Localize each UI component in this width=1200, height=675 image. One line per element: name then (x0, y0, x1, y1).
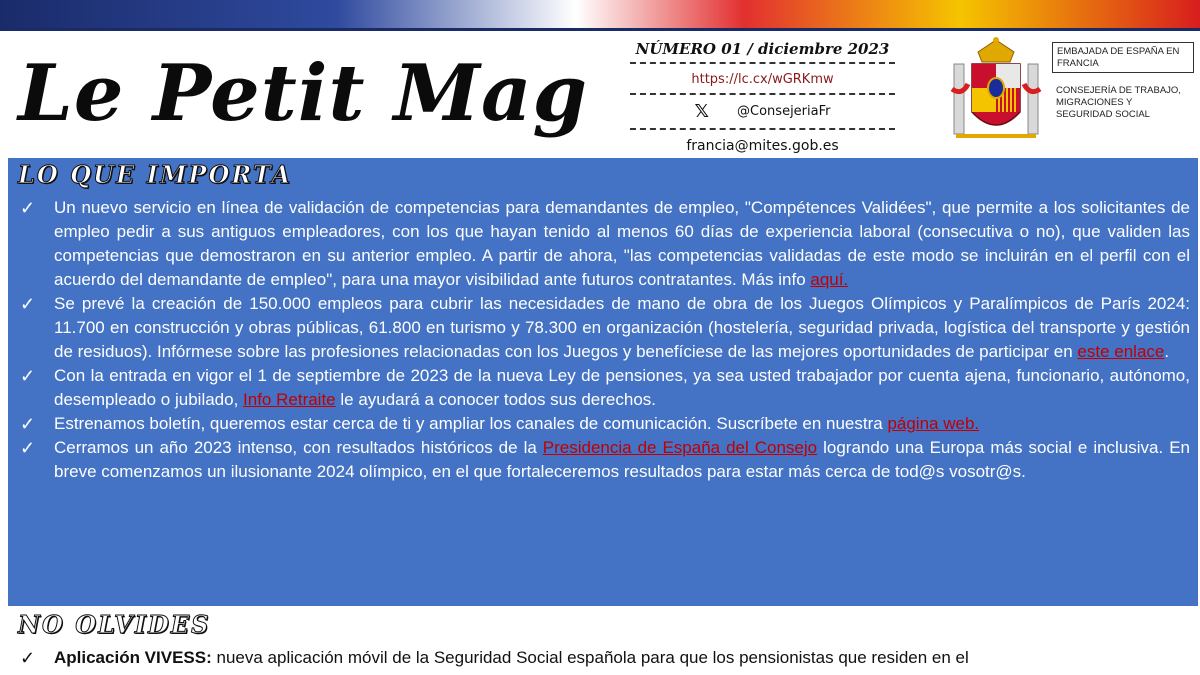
item-text: Se prevé la creación de 150.000 empleos para cubrir las necesidades de mano de obra de los Juegos Olímpicos y Paralímpicos de París 2024: 11.700 en construcción y obras públicas, 61.800 en turismo y 78.300 en organización (hostelería, seguridad privada, logística del transporte y gestión de residuos). Infórmese sobre las profesiones relacionadas con los Juegos y benefíciese de las mejores oportunidades de participar en (54, 294, 1190, 361)
flag-color-stripe (0, 0, 1200, 28)
spain-coat-of-arms-icon (948, 34, 1044, 144)
issue-number: NÚMERO 01 / diciembre 2023 (630, 34, 895, 64)
inline-link[interactable]: Info Retraite (243, 390, 336, 409)
inline-link[interactable]: este enlace (1077, 342, 1165, 361)
section-heading-lo-que-importa: LO QUE IMPORTA (18, 160, 293, 189)
list-item (18, 292, 1190, 364)
inline-link[interactable]: Presidencia de España del Consejo (542, 438, 818, 457)
item-text: Cerramos un año 2023 intenso, con resultados históricos de la (54, 438, 543, 457)
newsletter-title: Le Petit Mag (18, 48, 589, 139)
list-item (18, 412, 1190, 436)
checkmark-icon: ✓ (20, 648, 36, 668)
short-link[interactable]: https://lc.cx/wGRKmw (630, 64, 895, 95)
checkmark-icon: ✓ (20, 438, 36, 458)
social-row[interactable] (630, 95, 895, 130)
embassy-department: CONSEJERÍA DE TRABAJO, MIGRACIONES Y SEGURIDAD SOCIAL (1056, 85, 1181, 120)
item-text: Un nuevo servicio en línea de validación de competencias para demandantes de empleo, "Compétences Validées", que permite a los solicitantes de empleo pedir a sus antiguos empleadores, con los que hayan tenido al menos 60 días de experiencia laboral (consecutiva o no), que validen las competencias que demostraron en su anterior empleo. A partir de ahora, "las competencias validadas de este modo se incluirán en el perfil con el acuerdo del demandante de empleo", para una mayor visibilidad ante futuros contratantes. Más info (54, 198, 1190, 289)
embassy-block (1052, 42, 1194, 152)
item-label: Aplicación VIVESS: (54, 648, 212, 667)
item-text-after: . (1164, 342, 1170, 361)
issue-info-box (630, 34, 895, 154)
list-item (18, 364, 1190, 412)
list-item (18, 196, 1190, 292)
checkmark-icon: ✓ (20, 198, 36, 218)
checkmark-icon: ✓ (20, 366, 36, 386)
contact-email[interactable]: francia@mites.gob.es (686, 138, 839, 154)
item-text: Con la entrada en vigor el 1 de septiembre de 2023 de la nueva Ley de pensiones, ya sea usted trabajador por cuenta ajena, funcionario, autónomo, desempleado o jubilado, (54, 366, 1190, 409)
item-text: nueva aplicación móvil de la Seguridad Social española para que los pensionistas que residen en el (211, 648, 969, 667)
inline-link[interactable]: página web. (887, 414, 980, 433)
list-item (18, 646, 1190, 670)
social-handle: @ConsejeriaFr (737, 104, 831, 119)
list-item (18, 436, 1190, 484)
x-logo-icon: 𝕏 (694, 101, 710, 122)
checkmark-icon: ✓ (20, 414, 36, 434)
embassy-name: EMBAJADA DE ESPAÑA EN FRANCIA (1052, 42, 1194, 73)
section-heading-no-olvides: NO OLVIDES (18, 610, 211, 639)
item-text-after: le ayudará a conocer todos sus derechos. (335, 390, 657, 409)
item-text-after: logrando una Europa más social e inclusiva. En breve comenzamos un ilusionante 2024 olímpico, en el que fortaleceremos resultados para estar más cerca de tod@s vosotr@s. (54, 438, 1190, 481)
checkmark-icon: ✓ (20, 294, 36, 314)
header-divider (0, 28, 1200, 31)
no-olvides-list (18, 646, 1190, 670)
inline-link[interactable]: aquí. (810, 270, 849, 289)
item-text: Estrenamos boletín, queremos estar cerca de ti y ampliar los canales de comunicación. Suscríbete en nuestra (54, 414, 888, 433)
lo-que-importa-list (18, 196, 1190, 484)
